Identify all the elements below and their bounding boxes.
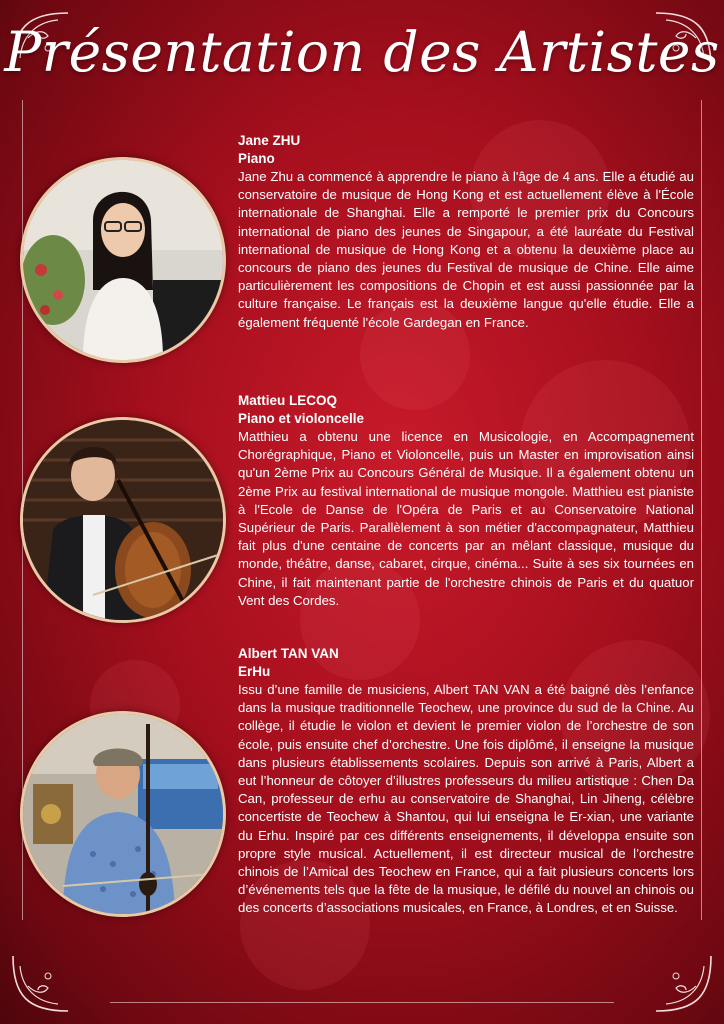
- artist-bio: Issu d’une famille de musiciens, Albert TAN VAN a été baigné dès l’enfance dans la musique traditionnelle Teochew, une province du sud de la Chine. Au collège, il étudie le violon et devient le premier violon de l’orchestre de son école, puis ensuite chef d’orchestre. Une fois diplômé, il enseigne la musique dans plusieurs établissements scolaires. Depuis son arrivé à Paris, Albert a eut l’honneur de côtoyer d’illustres professeurs du milieu artistique : Chen Da Can, professeur de erhu au conservatoire de Shanghai, Lin Jiheng, célèbre concertiste de Teochew à Shantou, qui lui enseigna le Er-xian, une variante du Erhu. Inspiré par ces différents enseignements, il développa ensuite son propre style musical. Actuellement, il est directeur musical de l’orchestre chinois de l’Amical des Teochew en France, qui a fait plusieurs concerts lors d’événements tels que la fête de la musique, le défilé du nouvel an chinois ou des concerts d’associations musicales, en France, à Londres, et en Suisse.: [238, 682, 694, 916]
- artist-name: Albert TAN VAN: [238, 646, 339, 661]
- artist-bio: Jane Zhu a commencé à apprendre le piano à l'âge de 4 ans. Elle a étudié au conservatoire de musique de Hong Kong et est actuellement élève à l'École internationale de Shanghai. Elle a remporté le premier prix du Concours international de piano des jeunes de Singapour, a été lauréate du Festival international de musique de Hong Kong et a obtenu la deuxième place au concours de piano des jeunes du Festival de musique de Chine. Elle aime particulièrement les compositions de Chopin et est aussi passionnée par la culture française. Le français est la deuxième langue qu'elle étudie. Elle a également fréquenté l'école Gardegan en France.: [238, 169, 694, 330]
- artist-photo-jane-zhu: [20, 157, 226, 363]
- portrait-image: [23, 714, 223, 914]
- artist-block-albert-tan-van: [238, 645, 694, 918]
- portrait-image: [23, 420, 223, 620]
- frame-right-line: [701, 100, 702, 920]
- corner-ornament-bottom-left: [8, 946, 78, 1016]
- page-title: Présentation des Artistes: [4, 20, 720, 84]
- artist-role: ErHu: [238, 664, 271, 679]
- artist-name: Mattieu LECOQ: [238, 393, 338, 408]
- artist-role: Piano: [238, 151, 275, 166]
- corner-ornament-bottom-right: [646, 946, 716, 1016]
- artist-name: Jane ZHU: [238, 133, 301, 148]
- artist-block-mattieu-lecoq: [238, 392, 694, 610]
- artist-photo-albert-tan-van: [20, 711, 226, 917]
- artist-photo-mattieu-lecoq: [20, 417, 226, 623]
- artist-role: Piano et violoncelle: [238, 411, 365, 426]
- frame-bottom-line: [110, 1002, 614, 1003]
- artist-bio: Matthieu a obtenu une licence en Musicologie, en Accompagnement Chorégraphique, Piano et Violoncelle, puis un Master en improvisation ainsi qu'un 2ème Prix au Concours Général de Musique. Il a également obtenu un 2ème Prix au festival international de musique mongole. Matthieu est pianiste à l'Ecole de Danse de l'Opéra de Paris et au Conservatoire National Supérieur de Paris. Parallèlement à son métier d'accompagnateur, Matthieu fait plus d'une centaine de concerts par an mêlant classique, musique du monde, théâtre, danse, cabaret, cirque, cinéma... Suite à ses six tournées en Chine, il fait maintenant partie de l'orchestre chinois de Paris et du quatuor Vent des Cordes.: [238, 429, 694, 608]
- artist-block-jane-zhu: [238, 132, 694, 332]
- portrait-image: [23, 160, 223, 360]
